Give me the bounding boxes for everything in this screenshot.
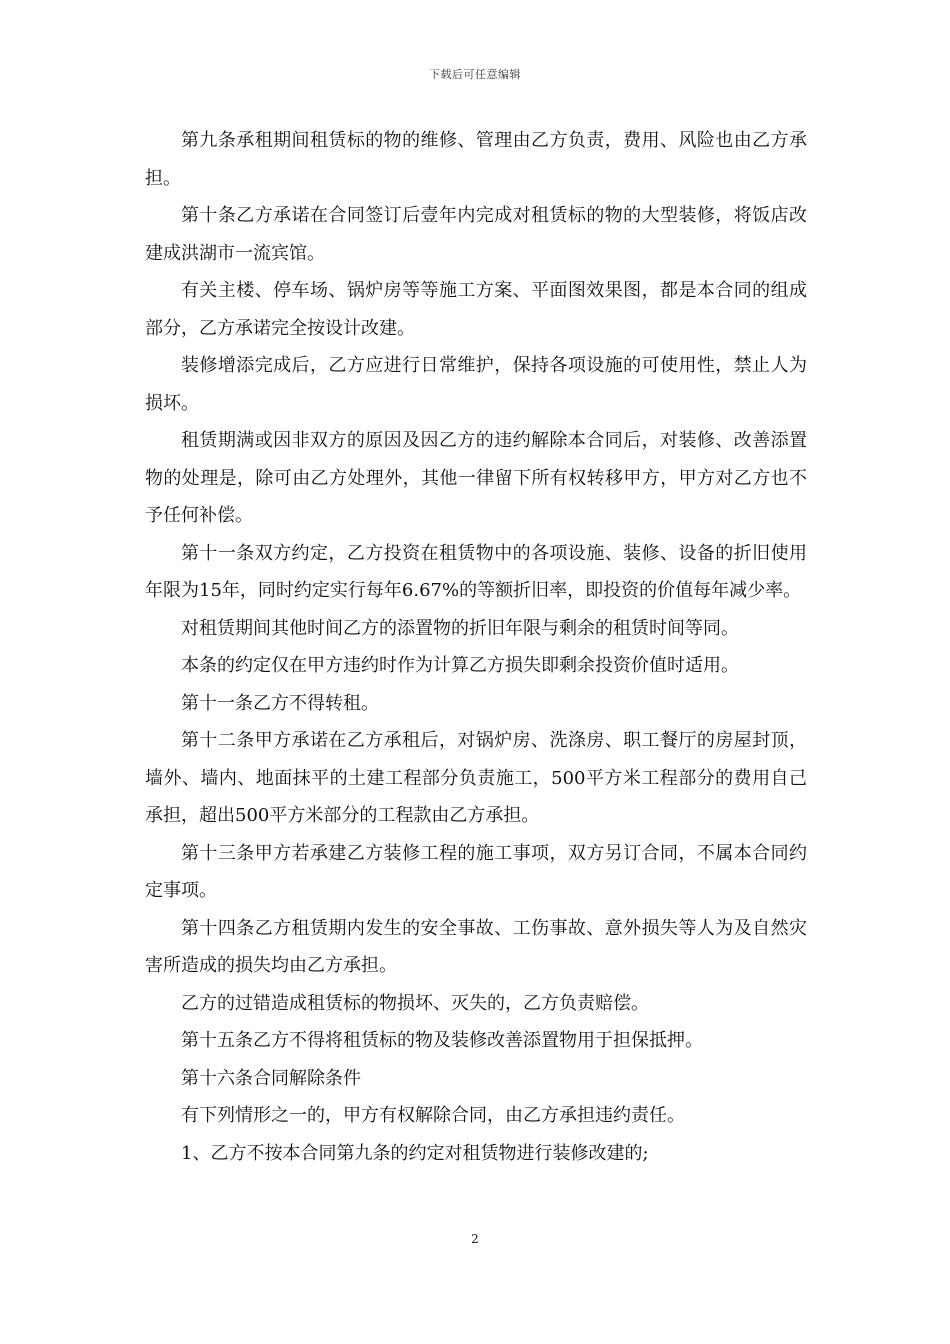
paragraph: 第十三条甲方若承建乙方装修工程的施工事项，双方另订合同，不属本合同约定事项。 — [145, 842, 807, 901]
paragraph: 第十二条甲方承诺在乙方承租后，对锅炉房、洗涤房、职工餐厅的房屋封顶，墙外、墙内、地面抹平的土建工程部分负责施工，500平方米工程部分的费用自己承担，超出500平方米部分的工程款由乙方承担。 — [145, 730, 807, 826]
paragraph: 有下列情形之一的，甲方有权解除合同，由乙方承担违约责任。 — [181, 1105, 685, 1126]
paragraph: 第十条乙方承诺在合同签订后壹年内完成对租赁标的物的大型装修，将饭店改建成洪湖市一流宾馆。 — [145, 205, 807, 264]
list-item: 1、乙方不按本合同第九条的约定对租赁物进行装修改建的; — [181, 1142, 649, 1164]
paragraph: 装修增添完成后，乙方应进行日常维护，保持各项设施的可使用性，禁止人为损坏。 — [145, 355, 807, 414]
page-header: 下载后可任意编辑 — [429, 68, 521, 81]
paragraph: 对租赁期间其他时间乙方的添置物的折旧年限与剩余的租赁时间等同。 — [181, 617, 739, 639]
paragraph: 第十一条乙方不得转租。 — [181, 692, 379, 714]
paragraph: 第九条承租期间租赁标的物的维修、管理由乙方负责，费用、风险也由乙方承担。 — [145, 130, 807, 189]
paragraph: 租赁期满或因非双方的原因及因乙方的违约解除本合同后，对装修、改善添置物的处理是，除可由乙方处理外，其他一律留下所有权转移甲方，甲方对乙方也不予任何补偿。 — [145, 430, 807, 526]
paragraph: 第十四条乙方租赁期内发生的安全事故、工伤事故、意外损失等人为及自然灾害所造成的损失均由乙方承担。 — [145, 917, 807, 976]
paragraph: 第十五条乙方不得将租赁标的物及装修改善添置物用于担保抵押。 — [181, 1030, 703, 1051]
paragraph: 乙方的过错造成租赁标的物损坏、灭失的，乙方负责赔偿。 — [181, 992, 649, 1014]
page-number: 2 — [471, 1232, 479, 1246]
paragraph: 有关主楼、停车场、锅炉房等等施工方案、平面图效果图，都是本合同的组成部分，乙方承诺完全按设计改建。 — [145, 280, 807, 339]
paragraph: 第十一条双方约定，乙方投资在租赁物中的各项设施、装修、设备的折旧使用年限为15年，同时约定实行每年6.67%的等额折旧率，即投资的价值每年减少率。 — [145, 542, 807, 601]
paragraph: 本条的约定仅在甲方违约时作为计算乙方损失即剩余投资价值时适用。 — [181, 655, 739, 676]
section-heading: 第十六条合同解除条件 — [181, 1067, 361, 1089]
document-body — [145, 122, 807, 1172]
